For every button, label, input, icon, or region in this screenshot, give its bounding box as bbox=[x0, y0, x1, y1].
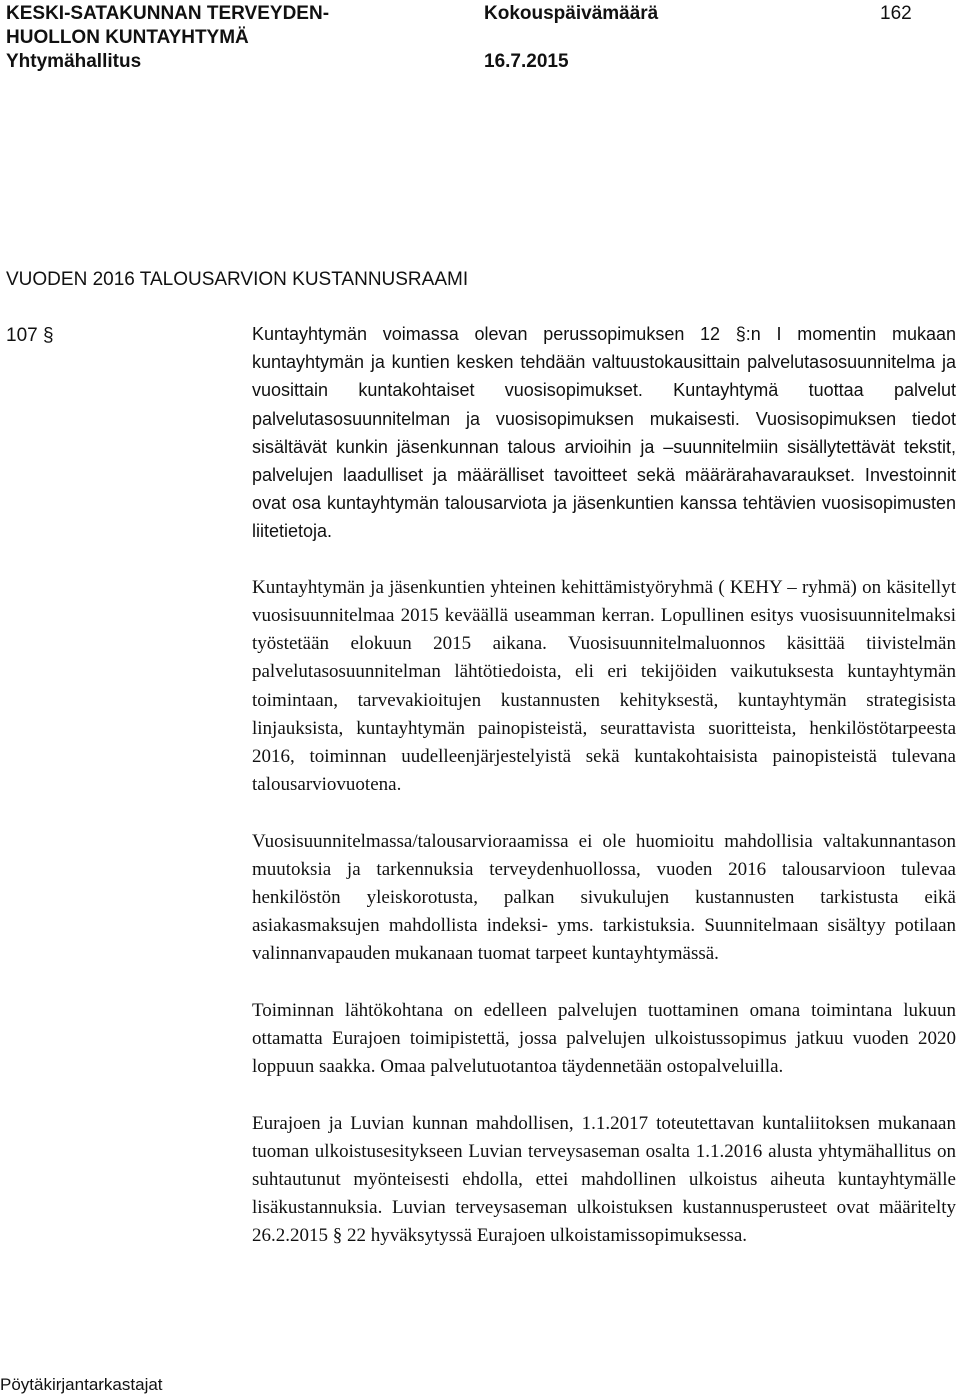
paragraph-5: Eurajoen ja Luvian kunnan mahdollisen, 1.1.2017 toteutettavan kuntaliitoksen mukanaan tuoman ulkoistusesitykseen Luvian terveysaseman osalta 1.1.2016 alusta yhtymähallitus on suhtautunut myönteisesti ehdolla, ettei mahdollinen ulkoistus aiheuta kuntayhtymälle lisäkustannuksia. Luvian terveysaseman ulkoistuksen kustannusperusteet ovat määritelty 26.2.2015 § 22 hyväksytyssä Eurajoen ulkoistamissopimuksessa. bbox=[252, 1112, 956, 1247]
paragraph-1: Kuntayhtymän voimassa olevan perussopimuksen 12 §:n I momentin mukaan kuntayhtymän ja kuntien kesken tehdään valtuustokausittain palvelutasosuunnitelma ja vuosittain kuntakohtaiset vuosisopimukset. Kuntayhtymä tuottaa palvelut palvelutasosuunnitelman ja vuosisopimuksen mukaisesti. Vuosisopimuksen tiedot sisältävät kunkin jäsenkunnan talous arvioihin ja –suunnitelmiin sisällytettävät tekstit, palvelujen laadulliset ja määrälliset tavoitteet sekä määrärahavaraukset. Investoinnit ovat osa kuntayhtymän talousarviota ja jäsenkuntien kanssa tehtävien vuosisopimusten liitetietoja. bbox=[252, 324, 956, 542]
paragraph-2: Kuntayhtymän ja jäsenkuntien yhteinen kehittämistyöryhmä ( KEHY – ryhmä) on käsitellyt vuosisuunnitelmaa 2015 keväällä useamman kerran. Lopullinen esitys vuosisuunnitelmaksi työstetään elokuun 2015 aikana. Vuosisuunnitelmaluonnos käsittää tiivistelmän palvelutasosuunnitelman lähtötiedoista, eli eri tekijöiden vaikutuksesta kuntayhtymän toimintaan, tarvevakioitujen kustannusten kehityksestä, kuntayhtymän strategisista linjauksista, kuntayhtymän painopisteistä, seurattavista suoritteista, henkilöstötarpeesta 2016, toiminnan uudelleenjärjestelyistä sekä kuntakohtaisista painopisteistä tulevana talousarviovuotena. bbox=[252, 576, 956, 796]
meeting-date-label: Kokouspäivämäärä bbox=[484, 3, 659, 24]
page-number: 162 bbox=[880, 3, 912, 24]
organization-name-line1: KESKI-SATAKUNNAN TERVEYDEN- bbox=[6, 3, 330, 24]
item-number: 107 § bbox=[6, 325, 54, 346]
footer-minutes-checkers: Pöytäkirjantarkastajat bbox=[0, 1375, 163, 1394]
organization-name-line2: HUOLLON KUNTAYHTYMÄ bbox=[6, 27, 249, 48]
meeting-date: 16.7.2015 bbox=[484, 51, 569, 72]
body-text bbox=[252, 320, 956, 1279]
organization-body: Yhtymähallitus bbox=[6, 51, 142, 72]
paragraph-3: Vuosisuunnitelmassa/talousarvioraamissa ei ole huomioitu mahdollisia valtakunnantason muutoksia ja tarkennuksia terveydenhuollossa, vuoden 2016 talousarvioon tulevaa henkilöstön yleiskorotusta, palkan sivukulujen kustannusten tarkistusta eikä asiakasmaksujen mahdollista indeksi- yms. tarkistuksia. Suunnitelmaan sisältyy potilaan valinnanvapauden mukanaan tuomat tarpeet kuntayhtymässä. bbox=[252, 830, 956, 965]
paragraph-4: Toiminnan lähtökohtana on edelleen palvelujen tuottaminen omana toimintana lukuun ottamatta Eurajoen toimipistettä, jossa palvelujen ulkoistussopimus jatkuu vuoden 2020 loppuun saakka. Omaa palvelutuotantoa täydennetään ostopalveluilla. bbox=[252, 999, 956, 1078]
section-title: VUODEN 2016 TALOUSARVION KUSTANNUSRAAMI bbox=[6, 269, 469, 290]
